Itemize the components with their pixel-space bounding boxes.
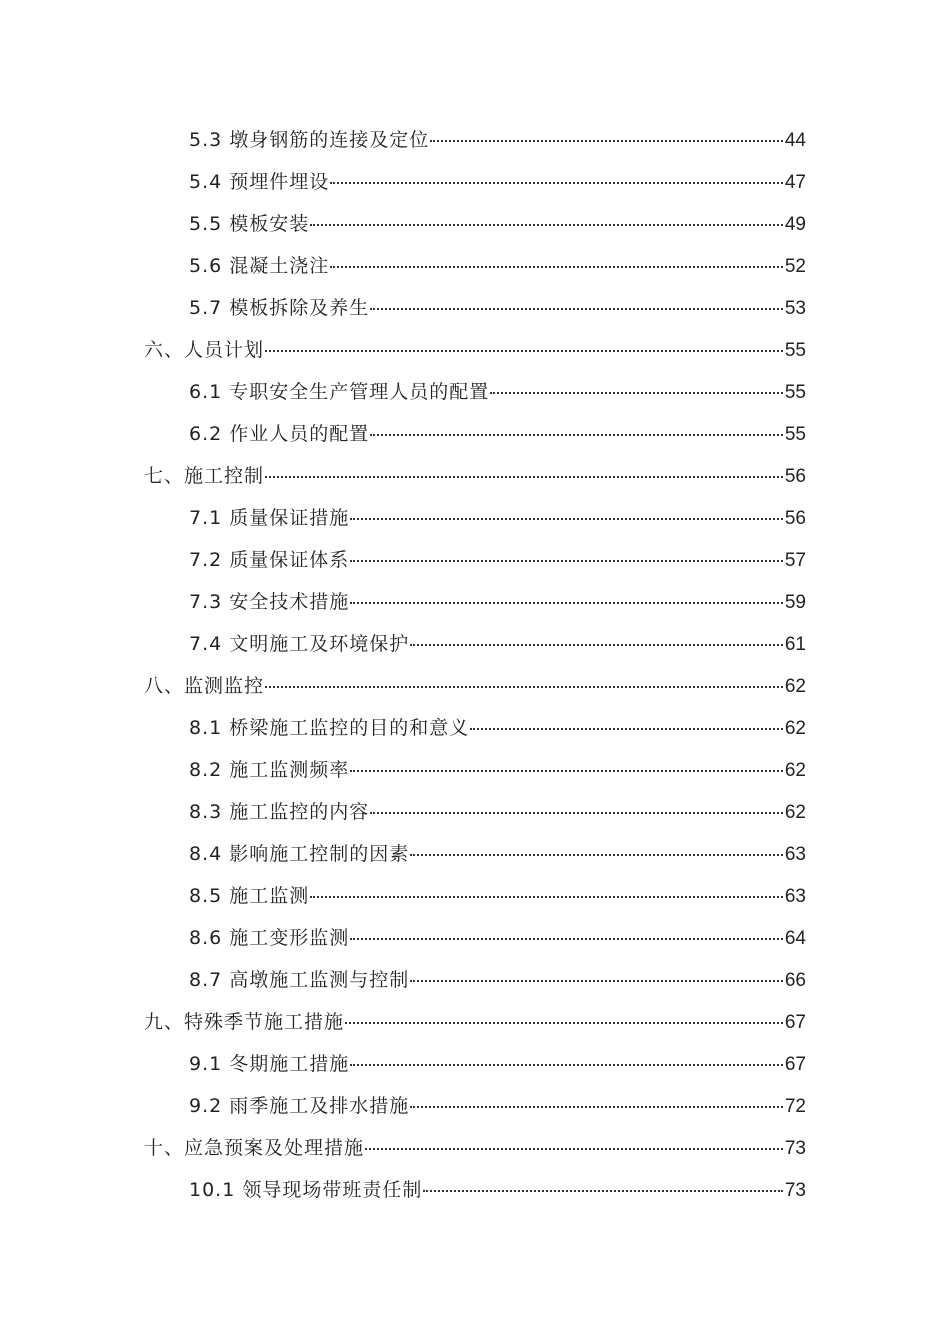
toc-entry-title: 七、施工控制 xyxy=(144,464,265,487)
toc-entry-page-number: 56 xyxy=(784,465,806,487)
toc-entry-page-number: 47 xyxy=(784,171,806,193)
toc-entry[interactable] xyxy=(0,747,950,789)
toc-entry[interactable] xyxy=(0,159,950,201)
dot-leader xyxy=(350,770,783,772)
dot-leader xyxy=(330,182,783,184)
toc-chapter-entry[interactable] xyxy=(0,327,950,369)
toc-entry-title: 8.3 施工监控的内容 xyxy=(189,800,370,823)
toc-entry[interactable] xyxy=(0,1083,950,1125)
toc-entry-title: 10.1 领导现场带班责任制 xyxy=(189,1178,423,1201)
toc-entry-title: 8.7 高墩施工监测与控制 xyxy=(189,968,410,991)
dot-leader xyxy=(350,1064,783,1066)
toc-entry-title: 十、应急预案及处理措施 xyxy=(144,1136,365,1159)
toc-entry-title: 5.5 模板安装 xyxy=(189,212,310,235)
dot-leader xyxy=(265,686,783,688)
toc-entry-page-number: 55 xyxy=(784,339,806,361)
dot-leader xyxy=(410,854,783,856)
toc-chapter-entry[interactable] xyxy=(0,999,950,1041)
dot-leader xyxy=(470,728,783,730)
toc-entry-page-number: 62 xyxy=(784,759,806,781)
toc-entry-title: 5.7 模板拆除及养生 xyxy=(189,296,370,319)
toc-entry-title: 9.1 冬期施工措施 xyxy=(189,1052,350,1075)
toc-entry[interactable] xyxy=(0,243,950,285)
toc-entry-title: 9.2 雨季施工及排水措施 xyxy=(189,1094,410,1117)
toc-entry[interactable] xyxy=(0,915,950,957)
dot-leader xyxy=(430,140,783,142)
toc-entry-page-number: 72 xyxy=(784,1095,806,1117)
dot-leader xyxy=(423,1190,783,1192)
toc-entry-title: 8.2 施工监测频率 xyxy=(189,758,350,781)
toc-entry-page-number: 67 xyxy=(784,1053,806,1075)
dot-leader xyxy=(410,644,783,646)
dot-leader xyxy=(265,350,783,352)
toc-entry[interactable] xyxy=(0,285,950,327)
table-of-contents xyxy=(0,117,950,1209)
toc-entry-page-number: 73 xyxy=(784,1179,806,1201)
toc-entry-title: 5.4 预埋件埋设 xyxy=(189,170,330,193)
toc-entry[interactable] xyxy=(0,411,950,453)
toc-entry-title: 8.4 影响施工控制的因素 xyxy=(189,842,410,865)
toc-entry-page-number: 57 xyxy=(784,549,806,571)
toc-chapter-entry[interactable] xyxy=(0,1125,950,1167)
dot-leader xyxy=(350,560,783,562)
toc-entry-page-number: 66 xyxy=(784,969,806,991)
toc-entry[interactable] xyxy=(0,789,950,831)
toc-entry-page-number: 62 xyxy=(784,675,806,697)
dot-leader xyxy=(370,812,783,814)
dot-leader xyxy=(330,266,783,268)
dot-leader xyxy=(365,1148,783,1150)
dot-leader xyxy=(350,602,783,604)
toc-entry-title: 8.6 施工变形监测 xyxy=(189,926,350,949)
toc-entry[interactable] xyxy=(0,957,950,999)
toc-entry[interactable] xyxy=(0,621,950,663)
dot-leader xyxy=(410,1106,783,1108)
toc-entry-title: 7.3 安全技术措施 xyxy=(189,590,350,613)
toc-entry-page-number: 62 xyxy=(784,801,806,823)
toc-entry[interactable] xyxy=(0,831,950,873)
toc-entry[interactable] xyxy=(0,1167,950,1209)
dot-leader xyxy=(310,224,783,226)
toc-entry-title: 六、人员计划 xyxy=(144,338,265,361)
dot-leader xyxy=(490,392,783,394)
toc-entry[interactable] xyxy=(0,369,950,411)
dot-leader xyxy=(370,434,783,436)
toc-entry-title: 八、监测监控 xyxy=(144,674,265,697)
toc-entry-page-number: 64 xyxy=(784,927,806,949)
dot-leader xyxy=(345,1022,783,1024)
toc-entry-title: 九、特殊季节施工措施 xyxy=(144,1010,345,1033)
toc-entry[interactable] xyxy=(0,873,950,915)
toc-entry-title: 7.1 质量保证措施 xyxy=(189,506,350,529)
toc-entry-title: 5.3 墩身钢筋的连接及定位 xyxy=(189,128,430,151)
toc-entry[interactable] xyxy=(0,537,950,579)
dot-leader xyxy=(410,980,783,982)
toc-entry-title: 8.1 桥梁施工监控的目的和意义 xyxy=(189,716,470,739)
toc-entry-title: 7.2 质量保证体系 xyxy=(189,548,350,571)
dot-leader xyxy=(350,518,783,520)
toc-entry-title: 8.5 施工监测 xyxy=(189,884,310,907)
toc-entry-page-number: 61 xyxy=(784,633,806,655)
toc-entry-page-number: 67 xyxy=(784,1011,806,1033)
toc-entry-page-number: 63 xyxy=(784,843,806,865)
toc-entry-title: 6.2 作业人员的配置 xyxy=(189,422,370,445)
toc-entry-page-number: 56 xyxy=(784,507,806,529)
toc-entry-title: 5.6 混凝土浇注 xyxy=(189,254,330,277)
toc-entry-page-number: 59 xyxy=(784,591,806,613)
toc-entry-page-number: 55 xyxy=(784,423,806,445)
toc-entry-page-number: 49 xyxy=(784,213,806,235)
toc-entry-page-number: 44 xyxy=(784,129,806,151)
dot-leader xyxy=(265,476,783,478)
toc-entry-page-number: 55 xyxy=(784,381,806,403)
toc-entry[interactable] xyxy=(0,579,950,621)
toc-chapter-entry[interactable] xyxy=(0,453,950,495)
dot-leader xyxy=(310,896,783,898)
toc-entry-page-number: 73 xyxy=(784,1137,806,1159)
toc-entry-page-number: 62 xyxy=(784,717,806,739)
toc-entry[interactable] xyxy=(0,495,950,537)
toc-entry-title: 6.1 专职安全生产管理人员的配置 xyxy=(189,380,490,403)
toc-entry[interactable] xyxy=(0,201,950,243)
toc-entry-page-number: 52 xyxy=(784,255,806,277)
toc-entry[interactable] xyxy=(0,117,950,159)
toc-entry[interactable] xyxy=(0,1041,950,1083)
toc-chapter-entry[interactable] xyxy=(0,663,950,705)
toc-entry-page-number: 63 xyxy=(784,885,806,907)
toc-entry-title: 7.4 文明施工及环境保护 xyxy=(189,632,410,655)
dot-leader xyxy=(350,938,783,940)
toc-entry[interactable] xyxy=(0,705,950,747)
toc-entry-page-number: 53 xyxy=(784,297,806,319)
dot-leader xyxy=(370,308,783,310)
